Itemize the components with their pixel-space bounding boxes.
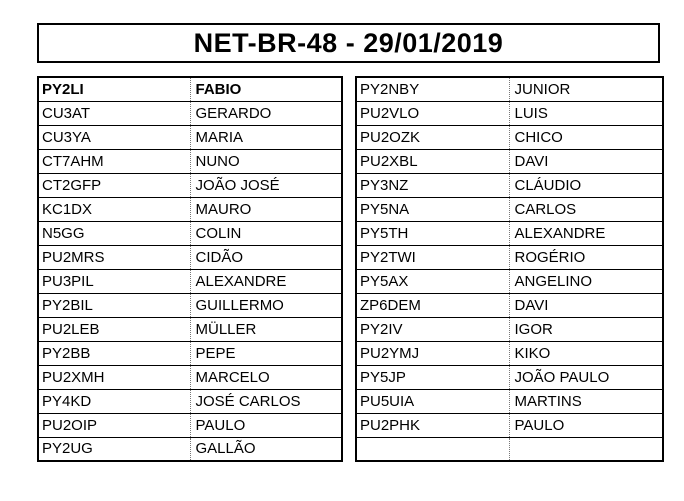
callsign-cell: CU3AT	[38, 101, 190, 125]
operator-name-cell: CLÁUDIO	[509, 173, 663, 197]
operator-name-cell	[509, 437, 663, 461]
table-row	[356, 341, 663, 365]
table-row	[38, 413, 342, 437]
operator-name-cell: ANGELINO	[509, 269, 663, 293]
roster-body-left	[38, 77, 342, 461]
table-row	[356, 221, 663, 245]
callsign-cell: PY5AX	[356, 269, 509, 293]
operator-name-cell: CARLOS	[509, 197, 663, 221]
operator-name-cell: ALEXANDRE	[509, 221, 663, 245]
callsign-cell: PY5JP	[356, 365, 509, 389]
table-row	[356, 125, 663, 149]
table-row	[356, 101, 663, 125]
table-row	[38, 173, 342, 197]
table-row	[356, 269, 663, 293]
table-row	[38, 293, 342, 317]
page-title: NET-BR-48 - 29/01/2019	[37, 23, 660, 63]
operator-name-cell: FABIO	[190, 77, 342, 101]
operator-name-cell: MARCELO	[190, 365, 342, 389]
operator-name-cell: CHICO	[509, 125, 663, 149]
operator-name-cell: COLIN	[190, 221, 342, 245]
roster-table-right	[355, 76, 664, 462]
callsign-cell: PU2OIP	[38, 413, 190, 437]
operator-name-cell: MÜLLER	[190, 317, 342, 341]
callsign-cell: PY2UG	[38, 437, 190, 461]
callsign-cell: N5GG	[38, 221, 190, 245]
operator-name-cell: PAULO	[509, 413, 663, 437]
operator-name-cell: IGOR	[509, 317, 663, 341]
roster-body-right	[356, 77, 663, 461]
table-row	[38, 389, 342, 413]
table-row	[356, 77, 663, 101]
operator-name-cell: JUNIOR	[509, 77, 663, 101]
operator-name-cell: JOÃO JOSÉ	[190, 173, 342, 197]
callsign-cell: PU2LEB	[38, 317, 190, 341]
table-row	[38, 437, 342, 461]
callsign-cell: KC1DX	[38, 197, 190, 221]
table-row	[356, 317, 663, 341]
table-row	[38, 101, 342, 125]
operator-name-cell: GERARDO	[190, 101, 342, 125]
operator-name-cell: MARTINS	[509, 389, 663, 413]
operator-name-cell: KIKO	[509, 341, 663, 365]
table-row	[38, 197, 342, 221]
operator-name-cell: GALLÃO	[190, 437, 342, 461]
table-row	[356, 413, 663, 437]
table-row	[356, 437, 663, 461]
operator-name-cell: PEPE	[190, 341, 342, 365]
callsign-cell: CU3YA	[38, 125, 190, 149]
callsign-cell: PY2IV	[356, 317, 509, 341]
table-row	[38, 221, 342, 245]
table-row	[356, 197, 663, 221]
callsign-cell: PY5TH	[356, 221, 509, 245]
table-row	[38, 245, 342, 269]
callsign-cell: CT7AHM	[38, 149, 190, 173]
callsign-cell: PU2VLO	[356, 101, 509, 125]
callsign-cell: CT2GFP	[38, 173, 190, 197]
callsign-cell: PU2XBL	[356, 149, 509, 173]
callsign-cell: PU2PHK	[356, 413, 509, 437]
operator-name-cell: JOSÉ CARLOS	[190, 389, 342, 413]
table-row	[356, 365, 663, 389]
callsign-cell: PU3PIL	[38, 269, 190, 293]
table-row	[38, 317, 342, 341]
callsign-cell: PU5UIA	[356, 389, 509, 413]
operator-name-cell: MAURO	[190, 197, 342, 221]
table-row	[356, 293, 663, 317]
operator-name-cell: DAVI	[509, 293, 663, 317]
table-row	[356, 245, 663, 269]
callsign-cell: PY5NA	[356, 197, 509, 221]
table-row	[356, 173, 663, 197]
operator-name-cell: PAULO	[190, 413, 342, 437]
callsign-cell: PU2YMJ	[356, 341, 509, 365]
table-row	[38, 77, 342, 101]
callsign-cell: PY2BB	[38, 341, 190, 365]
callsign-cell: PY4KD	[38, 389, 190, 413]
table-row	[38, 341, 342, 365]
callsign-cell: PY2TWI	[356, 245, 509, 269]
operator-name-cell: DAVI	[509, 149, 663, 173]
operator-name-cell: ROGÉRIO	[509, 245, 663, 269]
roster-table-left	[37, 76, 343, 462]
operator-name-cell: GUILLERMO	[190, 293, 342, 317]
operator-name-cell: CIDÃO	[190, 245, 342, 269]
operator-name-cell: JOÃO PAULO	[509, 365, 663, 389]
callsign-cell: PU2XMH	[38, 365, 190, 389]
operator-name-cell: LUIS	[509, 101, 663, 125]
callsign-cell: PU2OZK	[356, 125, 509, 149]
operator-name-cell: MARIA	[190, 125, 342, 149]
callsign-cell: PY2LI	[38, 77, 190, 101]
callsign-cell: ZP6DEM	[356, 293, 509, 317]
table-row	[38, 125, 342, 149]
table-row	[356, 389, 663, 413]
table-row	[38, 269, 342, 293]
table-row	[38, 365, 342, 389]
callsign-cell: PU2MRS	[38, 245, 190, 269]
table-row	[356, 149, 663, 173]
callsign-cell: PY2BIL	[38, 293, 190, 317]
callsign-cell: PY3NZ	[356, 173, 509, 197]
table-row	[38, 149, 342, 173]
callsign-cell: PY2NBY	[356, 77, 509, 101]
operator-name-cell: NUNO	[190, 149, 342, 173]
callsign-cell	[356, 437, 509, 461]
operator-name-cell: ALEXANDRE	[190, 269, 342, 293]
